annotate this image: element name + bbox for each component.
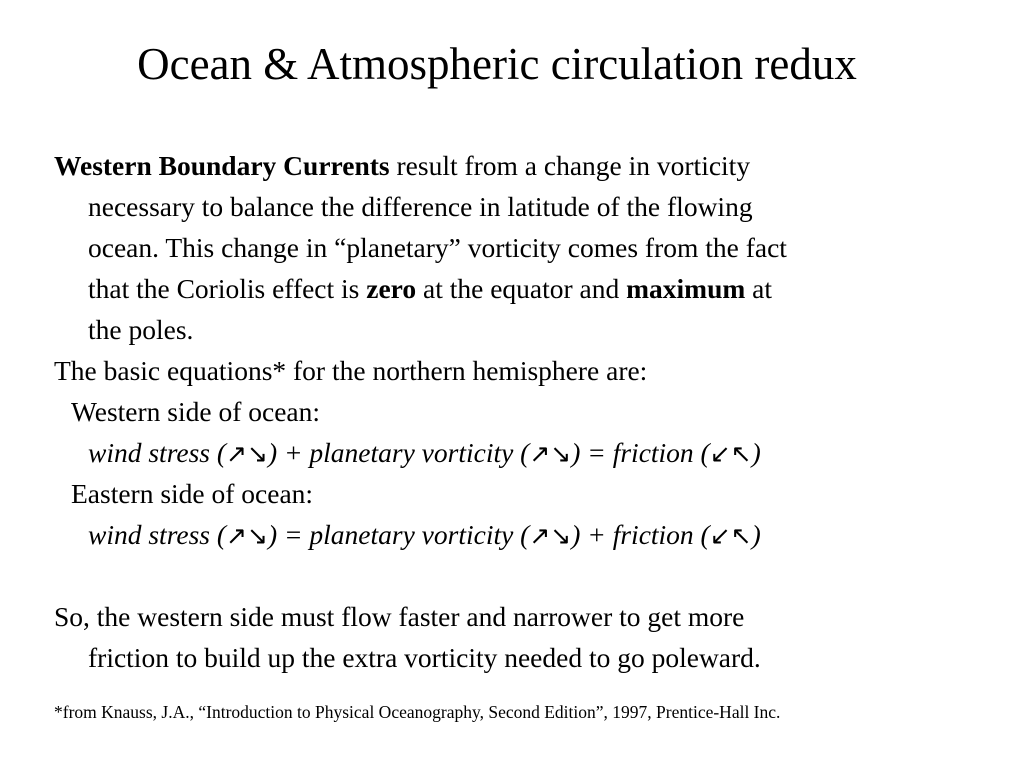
paragraph-line (88, 269, 772, 309)
conclusion-line: friction to build up the extra vorticity needed to go poleward. (88, 642, 761, 673)
eq-term: ) (751, 437, 761, 468)
emphasis-zero: zero (366, 273, 417, 304)
clockwise-arrows-icon: ↗↘ (529, 521, 572, 550)
clockwise-arrows-icon: ↗↘ (226, 439, 268, 468)
clockwise-arrows-icon: ↗↘ (529, 439, 572, 468)
paragraph-line: ocean. This change in “planetary” vorticity comes from the fact (88, 232, 787, 263)
eq-term: wind stress ( (88, 519, 227, 550)
paragraph-line (54, 146, 750, 186)
eastern-side-heading: Eastern side of ocean: (71, 478, 314, 509)
eq-term: ) + friction ( (571, 519, 710, 550)
text-run: at (745, 273, 773, 304)
paragraph-line: necessary to balance the difference in latitude of the flowing (88, 191, 753, 222)
footnote: *from Knauss, J.A., “Introduction to Physical Oceanography, Second Edition”, 1997, Prentice-Hall Inc. (54, 702, 781, 722)
eq-term: ) + planetary vorticity ( (267, 437, 530, 468)
eq-term: wind stress ( (88, 437, 227, 468)
western-side-heading: Western side of ocean: (71, 396, 321, 427)
eq-term: ) = planetary vorticity ( (267, 519, 530, 550)
conclusion-line: So, the western side must flow faster and narrower to get more (54, 601, 745, 632)
text-run: at the equator and (416, 273, 627, 304)
clockwise-arrows-icon: ↗↘ (226, 521, 268, 550)
western-side-equation (88, 433, 761, 474)
eastern-side-equation (88, 515, 761, 556)
paragraph-line: the poles. (88, 314, 194, 345)
counterclockwise-arrows-icon: ↙↖ (709, 439, 752, 468)
counterclockwise-arrows-icon: ↙↖ (709, 521, 752, 550)
text-run: result from a change in vorticity (389, 150, 751, 181)
eq-term: ) (751, 519, 761, 550)
slide-title: Ocean & Atmospheric circulation redux (137, 39, 857, 89)
equations-intro: The basic equations* for the northern hemisphere are: (54, 355, 648, 386)
eq-term: ) = friction ( (571, 437, 710, 468)
text-run: that the Coriolis effect is (88, 273, 367, 304)
term-western-boundary-currents: Western Boundary Currents (54, 150, 390, 181)
emphasis-maximum: maximum (626, 273, 746, 304)
